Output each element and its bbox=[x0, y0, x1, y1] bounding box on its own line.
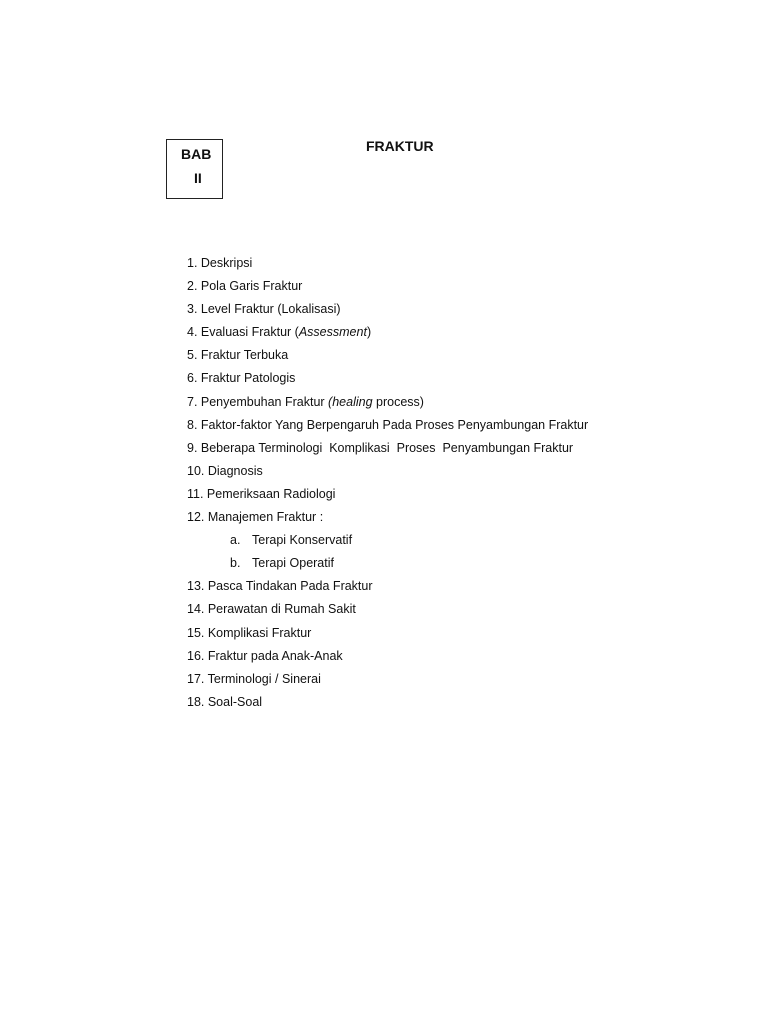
toc-item-text: 1. Deskripsi bbox=[187, 256, 253, 270]
toc-subitem-letter: b. bbox=[230, 556, 241, 571]
chapter-box bbox=[166, 139, 223, 199]
page-title: FRAKTUR bbox=[366, 138, 434, 154]
toc-item bbox=[187, 509, 657, 532]
toc-item bbox=[187, 625, 657, 648]
toc-item-text: 18. Soal-Soal bbox=[187, 694, 263, 709]
toc-item bbox=[187, 648, 657, 671]
toc-item-text: 7. Penyembuhan Fraktur bbox=[187, 394, 329, 409]
chapter-number: II bbox=[194, 170, 202, 186]
toc-item-text: 10. Diagnosis bbox=[187, 463, 263, 478]
toc-item-text-end: ) bbox=[366, 325, 372, 340]
toc-item-text: 2. Pola Garis Fraktur bbox=[187, 279, 303, 294]
toc-subitem-letter: a. bbox=[230, 533, 241, 548]
toc-item-text: 16. Fraktur pada Anak-Anak bbox=[187, 648, 343, 663]
toc-item-text: 5. Fraktur Terbuka bbox=[187, 348, 289, 363]
table-of-contents bbox=[187, 255, 657, 717]
toc-item-italic-term: (healing bbox=[328, 394, 373, 409]
toc-item bbox=[187, 440, 657, 463]
toc-item bbox=[187, 486, 657, 509]
toc-item-text: 3. Level Fraktur (Lokalisasi) bbox=[187, 302, 341, 317]
toc-item-text: 9. Beberapa Terminologi Komplikasi Proses Penyambungan Fraktur bbox=[187, 440, 574, 455]
toc-item-italic-term: Assessment bbox=[298, 325, 367, 340]
toc-item bbox=[187, 671, 657, 694]
toc-item bbox=[187, 324, 657, 347]
toc-item-text: 4. Evaluasi Fraktur ( bbox=[187, 325, 299, 340]
toc-item bbox=[187, 417, 657, 440]
toc-item-text: 6. Fraktur Patologis bbox=[187, 371, 296, 386]
toc-item bbox=[187, 278, 657, 301]
toc-item-text: 11. Pemeriksaan Radiologi bbox=[187, 486, 336, 501]
toc-item bbox=[187, 394, 657, 417]
toc-subitem-text: Terapi Operatif bbox=[252, 556, 334, 571]
toc-item bbox=[187, 255, 657, 278]
toc-item-text: 13. Pasca Tindakan Pada Fraktur bbox=[187, 579, 373, 594]
toc-item bbox=[187, 301, 657, 324]
toc-item-text-end: process) bbox=[372, 394, 424, 409]
toc-item-text: 8. Faktor-faktor Yang Berpengaruh Pada Proses Penyambungan Fraktur bbox=[187, 417, 589, 432]
toc-item bbox=[187, 463, 657, 486]
toc-item-text: 14. Perawatan di Rumah Sakit bbox=[187, 602, 356, 617]
toc-subitem-text: Terapi Konservatif bbox=[252, 533, 353, 548]
toc-subitem bbox=[187, 555, 657, 578]
toc-item bbox=[187, 694, 657, 717]
toc-item-text: 12. Manajemen Fraktur : bbox=[187, 510, 324, 525]
toc-item bbox=[187, 578, 657, 601]
toc-item bbox=[187, 347, 657, 370]
toc-item-text: 17. Terminologi / Sinerai bbox=[187, 671, 321, 686]
toc-item bbox=[187, 601, 657, 624]
toc-item-text: 15. Komplikasi Fraktur bbox=[187, 625, 312, 640]
chapter-label: BAB bbox=[181, 146, 212, 162]
toc-subitem bbox=[187, 532, 657, 555]
toc-item bbox=[187, 370, 657, 393]
